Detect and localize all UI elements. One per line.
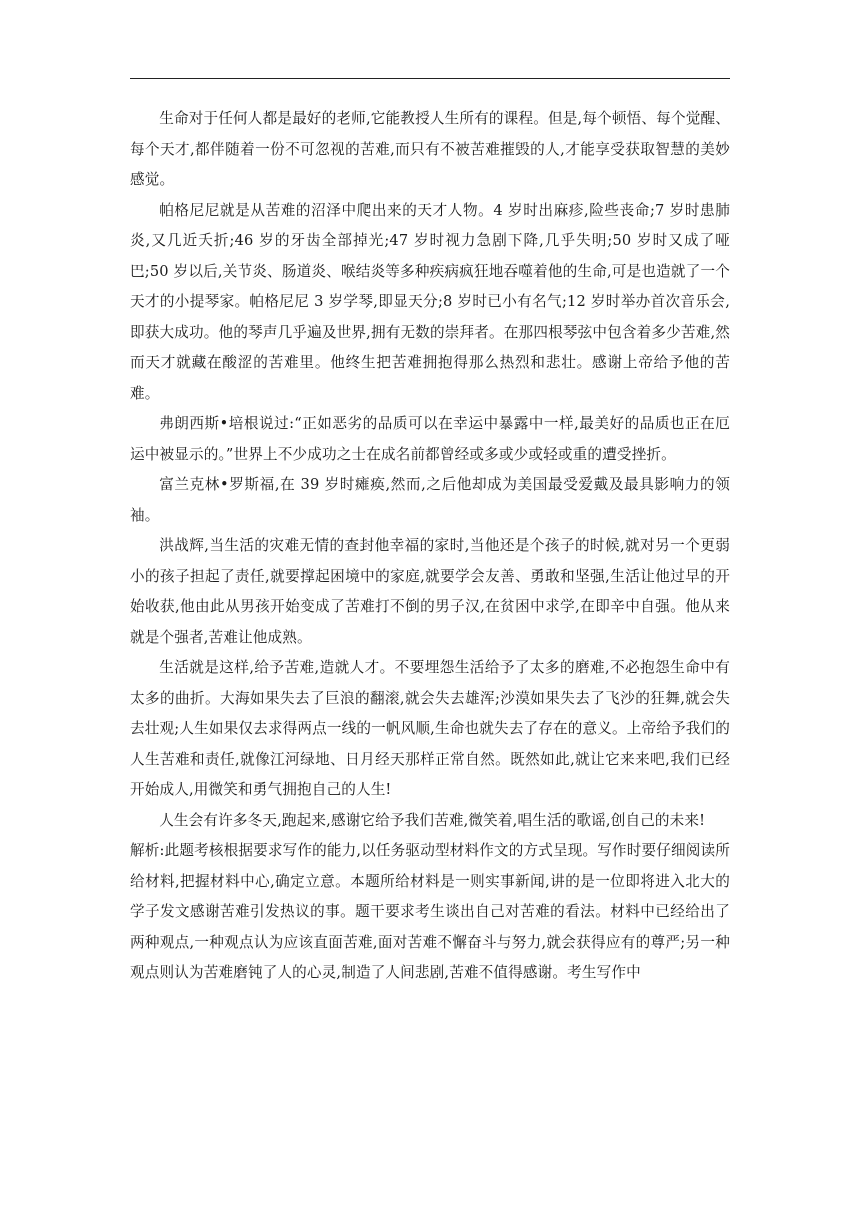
paragraph-6: 生活就是这样,给予苦难,造就人才。不要埋怨生活给予了太多的磨难,不必抱怨生命中有太多的曲折。大海如果失去了巨浪的翻滚,就会失去雄浑;沙漠如果失去了飞沙的狂舞,就会失去壮观;人生如果仅去求得两点一线的一帆风顺,生命也就失去了存在的意义。上帝给予我们的人生苦难和责任,就像江河绿地、日月经天那样正常自然。既然如此,就让它来来吧,我们已经开始成人,用微笑和勇气拥抱自己的人生! (130, 659, 730, 798)
paragraph-1: 生命对于任何人都是最好的老师,它能教授人生所有的课程。但是,每个顿悟、每个觉醒、每个天才,都伴随着一份不可忽视的苦难,而只有不被苦难摧毁的人,才能享受获取智慧的美妙感觉。 (130, 110, 730, 188)
header-rule (130, 78, 730, 79)
paragraph-2: 帕格尼尼就是从苦难的沼泽中爬出来的天才人物。4 岁时出麻疹,险些丧命;7 岁时患肺炎,又几近夭折;46 岁的牙齿全部掉光;47 岁时视力急剧下降,几乎失明;50 岁时又成了哑巴;50 岁以后,关节炎、肠道炎、喉结炎等多种疾病疯狂地吞噬着他的生命,可是也造就了一个天才的小提琴家。帕格尼尼 3 岁学琴,即显天分;8 岁时已小有名气;12 岁时举办首次音乐会,即获大成功。他的琴声几乎遍及世界,拥有无数的崇拜者。在那四根琴弦中包含着多少苦难,然而天才就藏在酸涩的苦难里。他终生把苦难拥抱得那么热烈和悲壮。感谢上帝给予他的苦难。 (130, 201, 730, 402)
document-body (130, 104, 730, 989)
paragraph-3: 弗朗西斯•培根说过:“正如恶劣的品质可以在幸运中暴露中一样,最美好的品质也正在厄运中被显示的。”世界上不少成功之士在成名前都曾经或多或少或轻或重的遭受挫折。 (130, 415, 730, 463)
analysis-paragraph: 解析:此题考核根据要求写作的能力,以任务驱动型材料作文的方式呈现。写作时要仔细阅读所给材料,把握材料中心,确定立意。本题所给材料是一则实事新闻,讲的是一位即将进入北大的学子发文感谢苦难引发热议的事。题干要求考生谈出自己对苦难的看法。材料中已经给出了两种观点,一种观点认为应该直面苦难,面对苦难不懈奋斗与努力,就会获得应有的尊严;另一种观点则认为苦难磨钝了人的心灵,制造了人间悲剧,苦难不值得感谢。考生写作中 (130, 842, 730, 981)
paragraph-5: 洪战辉,当生活的灾难无情的查封他幸福的家时,当他还是个孩子的时候,就对另一个更弱小的孩子担起了责任,就要撑起困境中的家庭,就要学会友善、勇敢和坚强,生活让他过早的开始收获,他由此从男孩开始变成了苦难打不倒的男子汉,在贫困中求学,在即辛中自强。他从来就是个强者,苦难让他成熟。 (130, 537, 730, 646)
paragraph-4: 富兰克林•罗斯福,在 39 岁时瘫痪,然而,之后他却成为美国最受爱戴及最具影响力的领袖。 (130, 476, 730, 524)
paragraph-7: 人生会有许多冬天,跑起来,感谢它给予我们苦难,微笑着,唱生活的歌谣,创自己的未来! (159, 811, 706, 829)
